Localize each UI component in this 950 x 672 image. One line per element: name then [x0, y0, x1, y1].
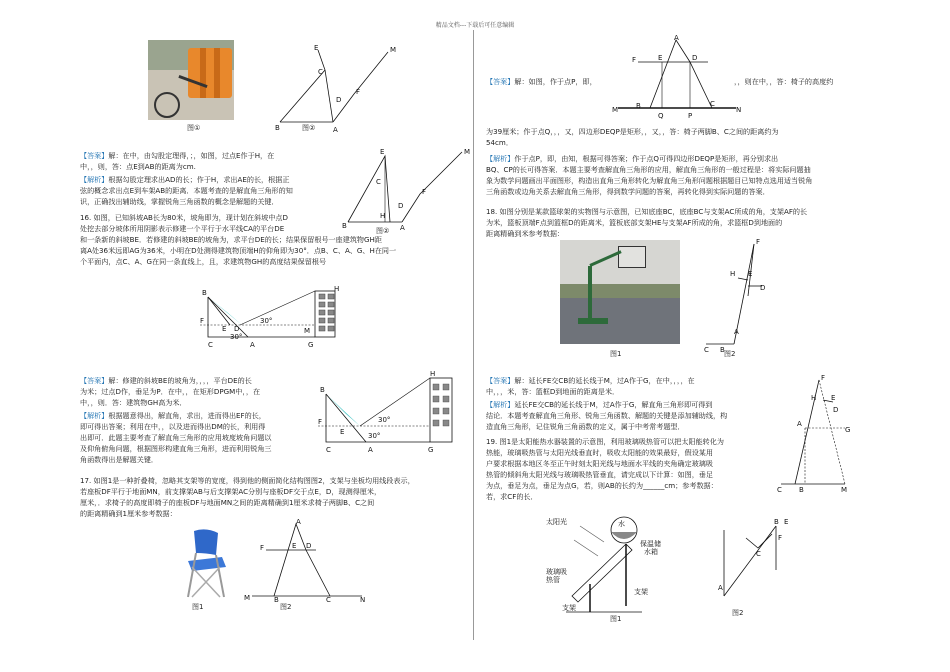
q17-problem: 17. 如图1是一种折叠椅，忽略其支架等的宽度，得到他的侧面简化结构图图2，支架与坐板均用线段表示， 若座板DF平行于地面MN，前支撑架AB与后支撑架AC分别与座板DF交于点E，D，现测得厘米， 厘米，．求椅子的高度即椅子的座板DF与地面MN之间的距离精确到1厘米求椅子两脚B、C之间 的距离精确到1厘米参考数据： [80, 476, 415, 518]
svg-text:C: C [777, 486, 782, 494]
svg-text:C: C [208, 341, 213, 349]
svg-text:F: F [318, 418, 323, 426]
svg-text:E: E [658, 54, 663, 62]
svg-text:B: B [202, 289, 207, 297]
svg-text:E: E [314, 44, 319, 52]
svg-text:C: C [326, 446, 331, 454]
caption-q15-fig2: 图② [376, 227, 390, 235]
svg-text:E: E [831, 394, 836, 402]
solar-water-heater-diagram [546, 512, 680, 622]
bike-photo [148, 40, 234, 120]
svg-text:F: F [356, 88, 361, 96]
q17-solution-diagram [612, 34, 742, 118]
svg-text:F: F [756, 238, 761, 246]
svg-text:C: C [326, 596, 331, 604]
caption-hoop-fig2: 图2 [724, 350, 736, 358]
svg-text:B: B [320, 386, 325, 394]
svg-text:水: 水 [618, 520, 625, 528]
svg-text:G: G [845, 426, 851, 434]
svg-text:A: A [333, 126, 338, 134]
svg-text:A: A [368, 446, 373, 454]
q18-solution: 【解析】延长FE交CB的延长线于M，过A作于G，解直角三角形即可得到 结论．本题考查解直角三角形、锐角三角函数、解题的关键是添加辅助线，构 造直角三角形，记住锐角三角函数的定义，属于中考常考题型． [486, 400, 728, 431]
svg-text:C: C [376, 178, 381, 186]
svg-text:F: F [632, 56, 637, 64]
svg-text:M: M [841, 486, 848, 494]
q18-problem: 18. 如图分别是某款篮球架的实物图与示意图，已知底座BC，底座BC与支架AC所成的角，支架AF的长 为米，篮板顶端F点到篮框D的距离米，篮板底部支架HE与支架AF所成的角，求篮框D到地面的 距离精确到米参考数据： [486, 207, 808, 238]
svg-text:30°: 30° [378, 416, 391, 424]
solar-geometry-diagram [716, 510, 800, 600]
basketball-hoop-photo [560, 240, 680, 344]
svg-text:30°: 30° [368, 432, 381, 440]
svg-text:F: F [200, 317, 205, 325]
svg-text:P: P [688, 112, 693, 120]
chair-structure-diagram [244, 520, 366, 602]
svg-text:F: F [778, 534, 783, 542]
q16-problem: 16. 如图，已知斜坡AB长为80米，坡角即为，现计划在斜坡中点D 处挖去部分坡体所用阴影表示修建一个平行于水平线CA的平台DE 和一条新的斜坡BE．若修建的斜坡BE的坡角为，求平台DE的长；结果保留根号一座建筑物GH距 离A处36米远即AG为36米，小明在D处测得建筑物顶端H的仰角即为30°．点B、C、A、G、H在同一 个平面内，点C、A、G在同一条直线上，且，求建筑物GH的高度结果保留根号 [80, 213, 397, 266]
svg-text:水箱: 水箱 [644, 548, 658, 556]
svg-text:30°: 30° [230, 333, 243, 341]
svg-text:M: M [304, 327, 311, 335]
svg-text:A: A [674, 34, 679, 42]
svg-text:B: B [274, 596, 279, 604]
svg-text:C: C [756, 550, 761, 558]
svg-text:B: B [720, 346, 725, 354]
q15-answer: 【答案】解：在中，由勾股定理得，；，如图，过点E作于H，在 中，，则，答：点E到AB的距离为cm. [80, 151, 275, 171]
svg-text:H: H [334, 285, 340, 293]
q16-building-grid [317, 292, 337, 336]
svg-text:B: B [636, 102, 641, 110]
svg-text:B: B [799, 486, 804, 494]
svg-text:B: B [342, 222, 347, 230]
q17-answer-line1: 【答案】解：如图，作于点P，即， [486, 77, 597, 86]
q18-solution-diagram [775, 372, 861, 496]
q19-problem: 19. 图1是太阳能热水器装置的示意图，利用玻璃吸热管可以把太阳能转化为 热能，玻璃吸热管与太阳光线垂直时，吸收太阳能的效果最好，假设某用 户要求根据本地区冬至正午时刻太阳光线与地面水平线的夹角确定玻璃吸 热管的倾斜角太阳光线与玻璃吸热管垂直，请完成以下计算：如图，垂足 为点，垂足为点，垂足为点G，若，则AB的长约为______cm；参考数据： 若，求CF的长． [486, 437, 724, 501]
svg-text:支架: 支架 [634, 588, 648, 596]
svg-text:D: D [833, 406, 839, 414]
svg-text:D: D [760, 284, 766, 292]
svg-text:H: H [430, 370, 436, 378]
svg-text:H: H [730, 270, 736, 278]
q15-solution-diagram [340, 148, 470, 230]
svg-text:H: H [811, 394, 817, 402]
q17-solution: 【解析】作于点P，即，由知，根据可得答案；作于点Q可得四边形DEQP是矩形，再分别求出 BQ、CP的长可得答案．本题主要考查解直角三角形的应用，解直角三角形的一般过程是：将实际问题抽 象为数学问题画出平面图形，构造出直角三角形转化为解直角三角形问题根据题目已知特点选用适当锐角 三角函数或边角关系去解直角三角形，得到数学问题的答案，再转化得到实际问题的答案． [486, 154, 813, 196]
svg-text:B: B [774, 518, 779, 526]
svg-text:M: M [612, 106, 619, 114]
caption-chair-fig2: 图2 [280, 603, 292, 611]
svg-text:Q: Q [658, 112, 664, 120]
svg-text:E: E [222, 325, 227, 333]
svg-text:A: A [250, 341, 255, 349]
svg-text:保温储: 保温储 [640, 540, 661, 548]
caption-chair-fig1: 图1 [192, 603, 204, 611]
svg-text:A: A [797, 420, 802, 428]
caption-hoop-fig1: 图1 [610, 350, 622, 358]
svg-text:D: D [234, 325, 240, 333]
svg-text:A: A [718, 584, 723, 592]
svg-text:C: C [318, 68, 323, 76]
svg-text:D: D [306, 542, 312, 550]
svg-text:E: E [292, 542, 297, 550]
svg-text:H: H [380, 212, 386, 220]
svg-text:D: D [692, 54, 698, 62]
svg-text:G: G [428, 446, 434, 454]
svg-text:E: E [784, 518, 789, 526]
svg-text:D: D [398, 202, 404, 210]
caption-fig1: 图① [187, 124, 201, 132]
svg-text:E: E [748, 270, 753, 278]
svg-text:A: A [400, 224, 405, 232]
svg-text:E: E [380, 148, 385, 156]
page-header: 精品文档---下载后可任意编辑 [435, 22, 515, 29]
svg-text:F: F [821, 374, 826, 382]
svg-text:G: G [308, 341, 314, 349]
q16-solution-diagram [318, 372, 458, 454]
q16-answer: 【答案】解：修建的斜坡BE的坡角为，，，，平台DE的长 为米；过点D作，垂足为P．在中，，在矩形DPGM中，，在 中，，则．答：建筑物GH高为米． [80, 376, 261, 407]
svg-text:M: M [464, 148, 471, 156]
svg-text:热管: 热管 [546, 576, 560, 584]
q17-answer-tail: ，，则在中，，答：椅子的高度约 [734, 77, 834, 86]
caption-fig2: 图② [302, 124, 316, 132]
q15-solution: 【解析】根据勾股定理求出AD的长；作于H，求出AE的长，根据正 弦的概念求出点E到车架AB的距离．本题考查的是解直角三角形的知 识，正确找出辅助线，掌握锐角三角函数的概念是解题的关键． [80, 175, 293, 206]
q16-solution: 【解析】根据题意得出，解直角，求出，进而得出EF的长， 即可得出答案；利用在中，，以及进而得出DM的长，利用得 出即可．此题主要考查了解直角三角形的应用坡度坡角问题以 及仰角俯角问题，根据图形构建直角三角形，进而利用锐角三 角函数得出是解题关键． [80, 411, 272, 464]
q18-answer: 【答案】解：延长FE交CB的延长线于M，过A作于G，在中，，，，在 中，，，米，答：篮框D到地面的距离是米． [486, 376, 695, 396]
svg-text:A: A [734, 328, 739, 336]
column-divider [473, 30, 474, 640]
svg-text:F: F [422, 188, 427, 196]
svg-text:E: E [340, 428, 345, 436]
svg-text:玻璃吸: 玻璃吸 [546, 568, 567, 576]
svg-text:C: C [710, 100, 715, 108]
svg-text:D: D [336, 96, 342, 104]
svg-text:C: C [704, 346, 709, 354]
svg-text:N: N [736, 106, 742, 114]
svg-text:M: M [244, 594, 251, 602]
svg-text:A: A [296, 518, 301, 526]
folding-chair-photo [180, 527, 232, 599]
svg-text:M: M [390, 46, 397, 54]
bike-frame-diagram [270, 42, 410, 134]
svg-text:支架: 支架 [562, 604, 576, 612]
svg-text:N: N [360, 596, 366, 604]
svg-text:太阳光: 太阳光 [546, 518, 567, 526]
caption-solar-fig2: 图2 [732, 609, 744, 617]
svg-text:B: B [275, 124, 280, 132]
svg-text:F: F [260, 544, 265, 552]
caption-solar-fig1: 图1 [610, 615, 622, 623]
svg-text:30°: 30° [260, 317, 273, 325]
q17-answer: 为39厘米；作于点Q，，，又，四边形DEQP是矩形，，又，，答：椅子两脚B、C之间的距离约为 54cm． [486, 127, 779, 147]
